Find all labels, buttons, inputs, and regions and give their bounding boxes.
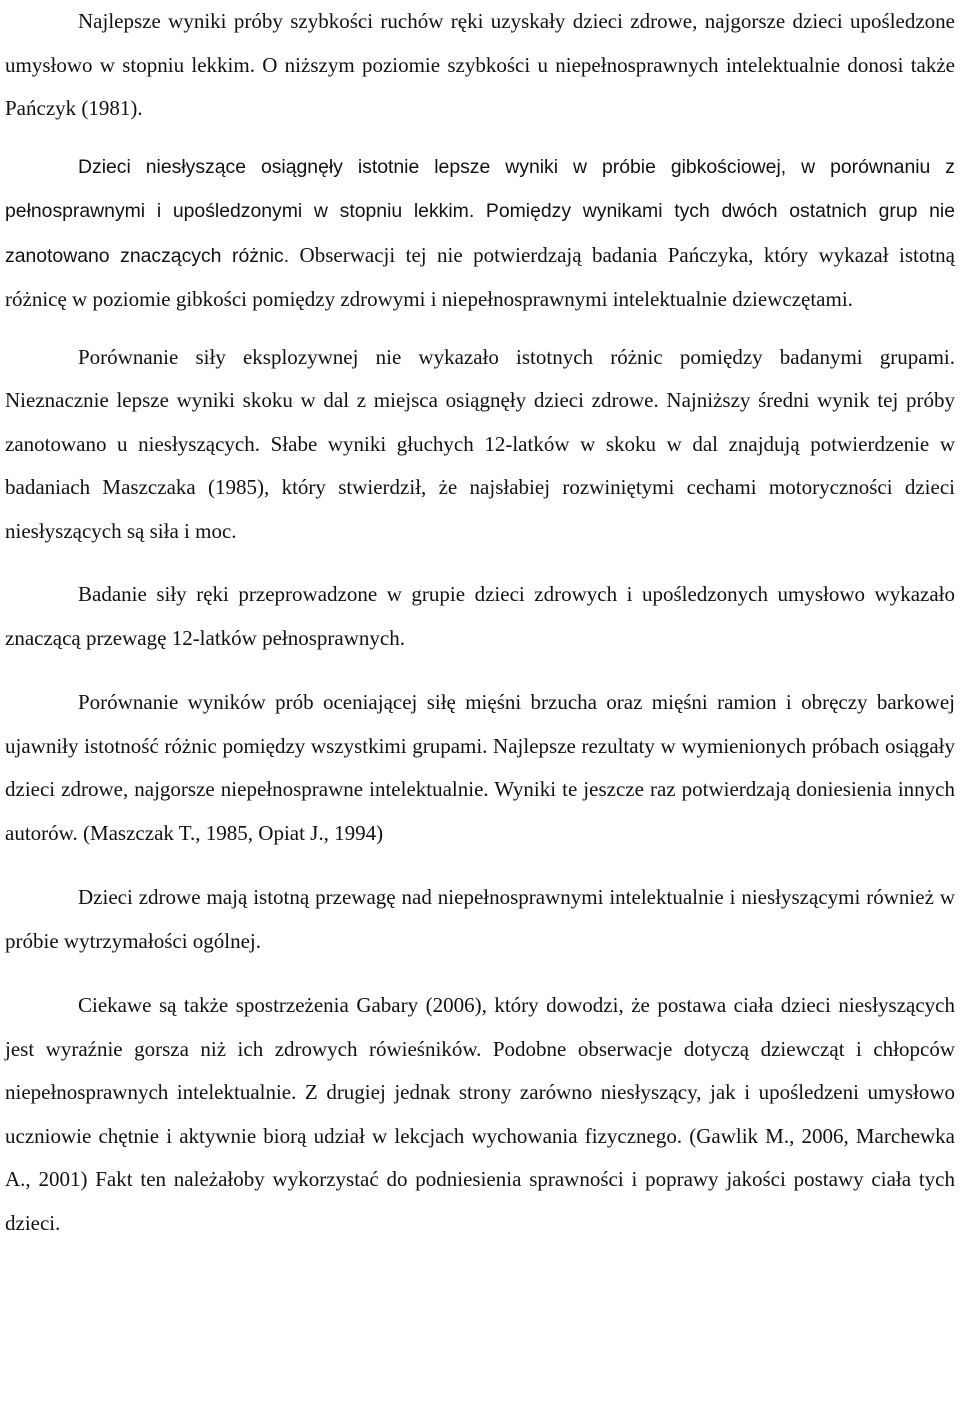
- paragraph-speed-text: Najlepsze wyniki próby szybkości ruchów ręki uzyskały dzieci zdrowe, najgorsze dzieci upośledzone umysłowo w stopniu lekkim. O niższym poziomie szybkości u niepełnosprawnych intelektualnie donosi także Pańczyk (1981).: [5, 9, 955, 120]
- paragraph-endurance-text: Dzieci zdrowe mają istotną przewagę nad niepełnosprawnymi intelektualnie i niesłyszącymi również w próbie wytrzymałości ogólnej.: [5, 885, 955, 953]
- document-page: [5, 0, 955, 1245]
- paragraph-hand-strength: [5, 573, 955, 660]
- paragraph-posture-text: Ciekawe są także spostrzeżenia Gabary (2006), który dowodzi, że postawa ciała dzieci niesłyszących jest wyraźnie gorsza niż ich zdrowych rówieśników. Podobne obserwacje dotyczą dziewcząt i chłopców niepełnosprawnych intelektualnie. Z drugiej jednak strony zarówno niesłyszący, jak i upośledzeni umysłowo uczniowie chętnie i aktywnie biorą udział w lekcjach wychowania fizycznego. (Gawlik M., 2006, Marchewka A., 2001) Fakt ten należałoby wykorzystać do podniesienia sprawności i poprawy jakości postawy ciała tych dzieci.: [5, 993, 955, 1235]
- paragraph-muscle-strength-text: Porównanie wyników prób oceniającej siłę mięśni brzucha oraz mięśni ramion i obręczy barkowej ujawniły istotność różnic pomiędzy wszystkimi grupami. Najlepsze rezultaty w wymienionych próbach osiągały dzieci zdrowe, najgorsze niepełnosprawne intelektualnie. Wyniki te jeszcze raz potwierdzają doniesienia innych autorów. (Maszczak T., 1985, Opiat J., 1994): [5, 690, 955, 845]
- paragraph-flexibility-text-a: Dzieci niesłyszące osiągnęły istotnie lepsze wyniki w próbie gibkościowej, w porównaniu z pełnosprawnymi i upośledzonymi w stopniu lekkim. Pomiędzy wynikami tych dwóch ostatnich grup nie zanotowano znaczących różnic.: [5, 155, 955, 267]
- paragraph-flexibility: [5, 145, 955, 322]
- paragraph-flexibility-text-b: Obserwacji tej nie potwierdzają badania Pańczyka, który wykazał istotną różnicę w poziomie gibkości pomiędzy zdrowymi i niepełnosprawnymi intelektualnie dziewczętami.: [5, 242, 955, 311]
- paragraph-speed: [5, 0, 955, 131]
- paragraph-endurance: [5, 876, 955, 963]
- paragraph-hand-strength-text: Badanie siły ręki przeprowadzone w grupie dzieci zdrowych i upośledzonych umysłowo wykazało znaczącą przewagę 12-latków pełnosprawnych.: [5, 582, 955, 650]
- paragraph-explosive-strength-text-b: Słabe wyniki głuchych 12-latków w skoku w dal znajdują potwierdzenie w badaniach Maszczaka (1985), który stwierdził, że najsłabiej rozwiniętymi cechami motoryczności dzieci niesłyszących są siła i moc.: [5, 431, 955, 543]
- paragraph-explosive-strength: [5, 336, 955, 554]
- paragraph-muscle-strength: [5, 681, 955, 855]
- paragraph-posture: [5, 984, 955, 1245]
- paragraph-explosive-strength-text-a: Porównanie siły eksplozywnej nie wykazało istotnych różnic pomiędzy badanymi grupami. Nieznacznie lepsze wyniki skoku w dal z miejsca osiągnęły dzieci zdrowe. Najniższy średni wynik tej próby zanotowano u niesłyszących.: [5, 344, 955, 456]
